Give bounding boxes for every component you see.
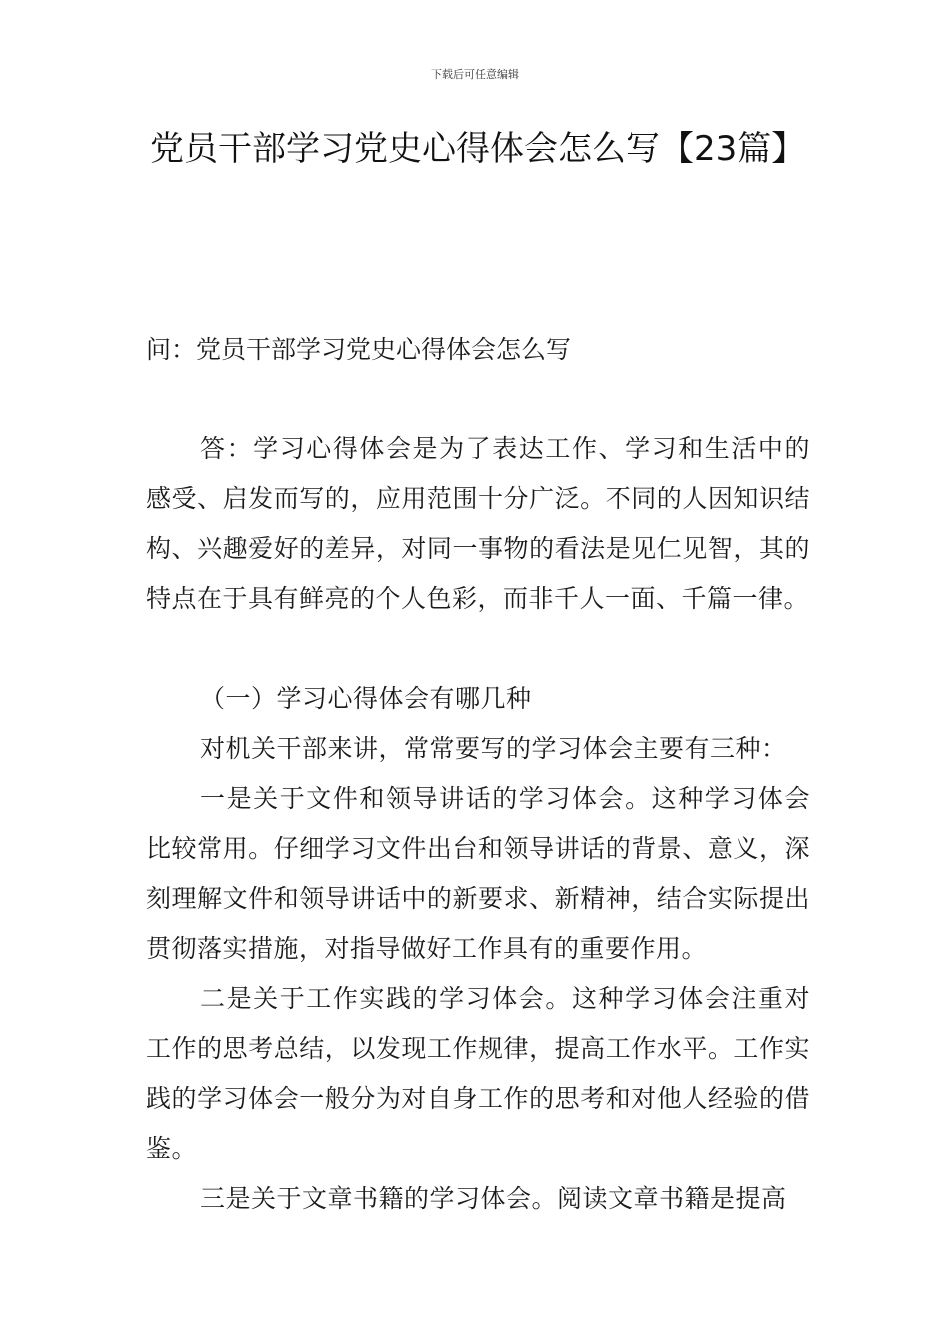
answer-paragraph: 答：学习心得体会是为了表达工作、学习和生活中的感受、启发而写的，应用范围十分广泛。不同的人因知识结构、兴趣爱好的差异，对同一事物的看法是见仁见智，其的特点在于具有鲜亮的个人色彩，而非千人一面、千篇一律。: [146, 434, 810, 613]
document-title: 党员干部学习党史心得体会怎么写【23篇】: [150, 129, 806, 169]
paragraph-item-3: 三是关于文章书籍的学习体会。阅读文章书籍是提高: [200, 1184, 787, 1213]
paragraph-item-2: 二是关于工作实践的学习体会。这种学习体会注重对工作的思考总结，以发现工作规律，提高工作水平。工作实践的学习体会一般分为对自身工作的思考和对他人经验的借鉴。: [146, 984, 810, 1163]
intro-paragraph: 对机关干部来讲，常常要写的学习体会主要有三种：: [200, 734, 787, 763]
question-line: 问：党员干部学习党史心得体会怎么写: [146, 335, 572, 364]
paragraph-item-1: 一是关于文件和领导讲话的学习体会。这种学习体会比较常用。仔细学习文件出台和领导讲话的背景、意义，深刻理解文件和领导讲话中的新要求、新精神，结合实际提出贯彻落实措施，对指导做好工作具有的重要作用。: [146, 784, 810, 963]
section-heading: （一）学习心得体会有哪几种: [200, 684, 532, 713]
header-note: 下载后可任意编辑: [431, 68, 519, 81]
